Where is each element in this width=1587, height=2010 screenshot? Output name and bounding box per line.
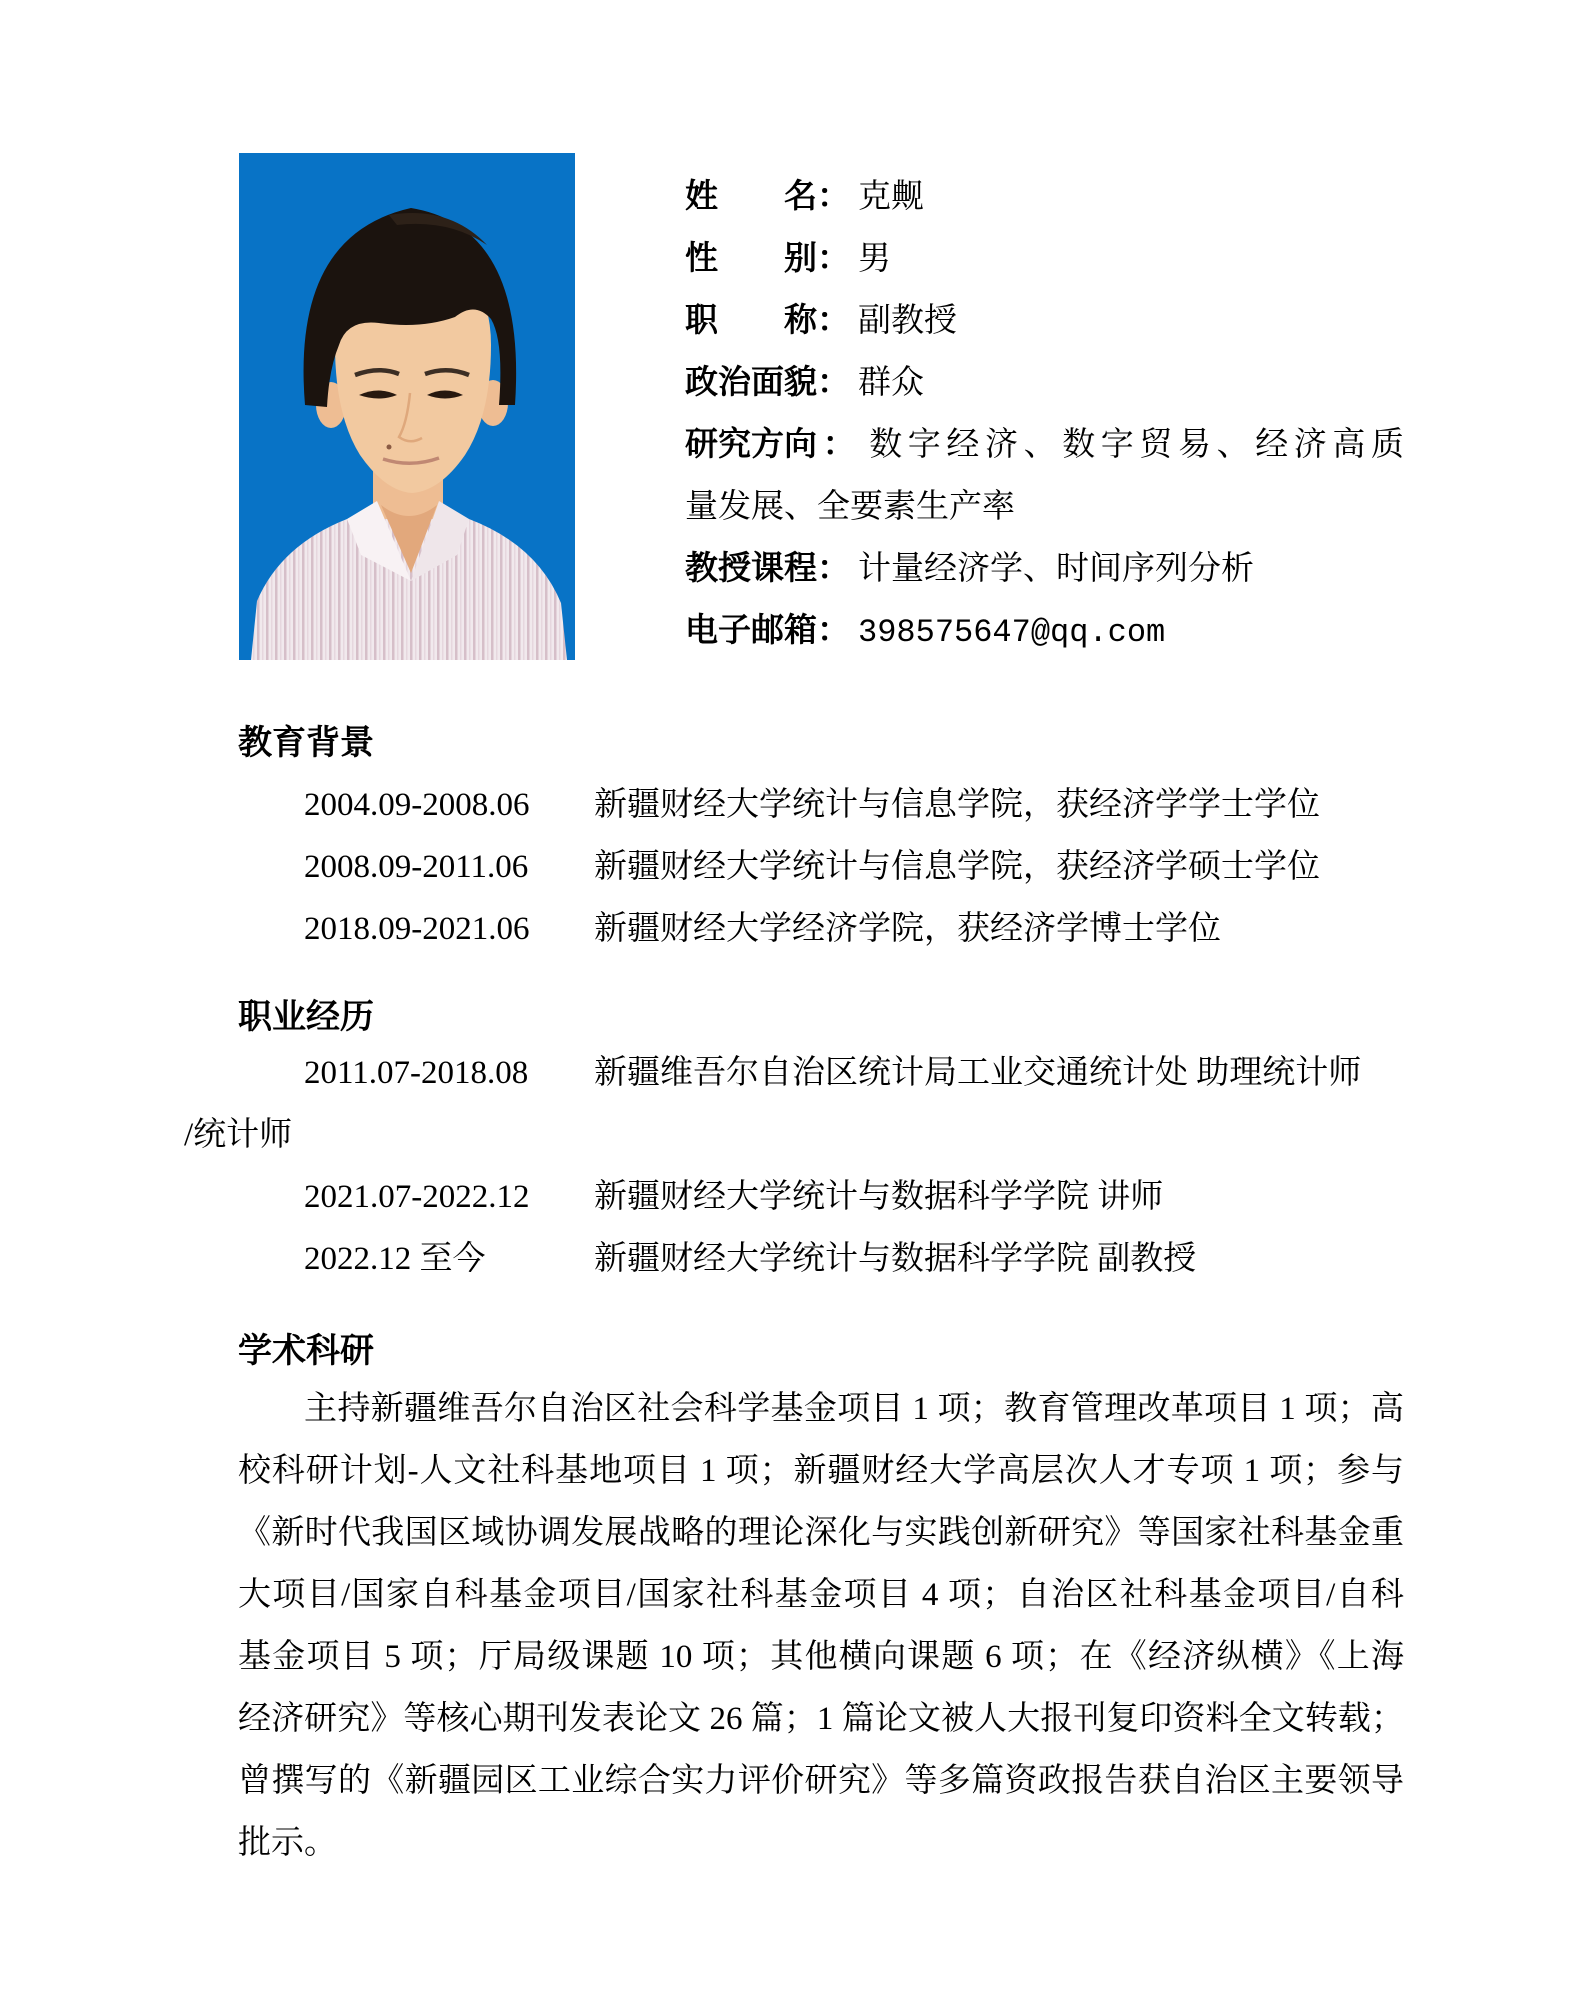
political-status-label: 政治面貌 [685,365,817,401]
email-label: 电子邮箱 [685,613,817,649]
academic-research-heading: 学术科研 [238,1333,374,1370]
career-entry [304,1174,1163,1220]
political-status-colon: ： [817,365,850,401]
education-detail: 新疆财经大学经济学院，获经济学博士学位 [594,911,1221,947]
courses-colon: ： [817,551,850,587]
info-row-courses [685,538,1254,600]
research-paragraph-line: 批示。 [238,1825,337,1861]
title-label: 职称 [685,303,817,339]
career-period: 2011.07-2018.08 [304,1055,529,1091]
courses-value: 计量经济学、时间序列分析 [858,551,1254,587]
education-entry [304,844,1320,890]
education-entry [304,906,1221,952]
research-direction-label: 研究方向 [685,427,817,463]
education-period: 2004.09-2008.06 [304,787,530,823]
career-entry [304,1236,1196,1282]
career-entry-wrap: /统计师 [184,1117,293,1153]
info-row-political-status [685,352,924,414]
email-value: 398575647@qq.com [858,614,1166,651]
career-detail: 新疆维吾尔自治区统计局工业交通统计处 助理统计师 [594,1055,1362,1091]
research-direction-value-line1: 数字经济、数字贸易、经济高质 [869,427,1405,463]
research-paragraph-line: 曾撰写的《新疆园区工业综合实力评价研究》等多篇资政报告获自治区主要领导 [238,1763,1404,1799]
portrait-photo [239,153,575,660]
education-period: 2018.09-2021.06 [304,911,530,947]
name-value: 克觍 [858,179,924,215]
title-value: 副教授 [858,303,957,339]
education-detail: 新疆财经大学统计与信息学院，获经济学硕士学位 [594,849,1320,885]
political-status-value: 群众 [858,365,924,401]
portrait-photo-graphic [239,153,575,660]
gender-value: 男 [858,241,891,277]
gender-colon: ： [817,241,850,277]
info-row-email [685,600,1165,662]
research-paragraph-line: 大项目/国家自科基金项目/国家社科基金项目 4 项；自治区社科基金项目/自科 [238,1577,1404,1613]
research-paragraph-line: 基金项目 5 项；厅局级课题 10 项；其他横向课题 6 项；在《经济纵横》《上海 [238,1639,1404,1675]
career-period: 2022.12 至今 [304,1241,486,1277]
email-colon: ： [817,613,850,649]
research-paragraph-line: 《新时代我国区域协调发展战略的理论深化与实践创新研究》等国家社科基金重 [238,1515,1404,1551]
name-label: 姓名 [685,179,817,215]
education-entry [304,782,1320,828]
info-row-name [685,166,924,228]
info-row-title [685,290,957,352]
career-detail: 新疆财经大学统计与数据科学学院 讲师 [594,1179,1164,1215]
research-paragraph-line: 经济研究》等核心期刊发表论文 26 篇；1 篇论文被人大报刊复印资料全文转载； [238,1701,1404,1737]
career-period: 2021.07-2022.12 [304,1179,530,1215]
title-colon: ： [817,303,850,339]
name-colon: ： [817,179,850,215]
career-heading: 职业经历 [238,999,374,1036]
info-row-research-direction [685,414,1404,476]
courses-label: 教授课程 [685,551,817,587]
research-paragraph-line: 校科研计划-人文社科基地项目 1 项；新疆财经大学高层次人才专项 1 项；参与 [238,1453,1404,1489]
research-direction-value-line2: 量发展、全要素生产率 [685,489,1015,525]
education-period: 2008.09-2011.06 [304,849,529,885]
career-entry [304,1050,1361,1096]
education-heading: 教育背景 [238,725,374,762]
education-detail: 新疆财经大学统计与信息学院，获经济学学士学位 [594,787,1320,823]
gender-label: 性别 [685,241,817,277]
research-direction-colon: ： [817,427,862,463]
info-row-research-direction-wrap [685,476,1015,538]
career-detail: 新疆财经大学统计与数据科学学院 副教授 [594,1241,1197,1277]
research-paragraph-line: 主持新疆维吾尔自治区社会科学基金项目 1 项；教育管理改革项目 1 项；高 [304,1391,1404,1427]
info-row-gender [685,228,891,290]
